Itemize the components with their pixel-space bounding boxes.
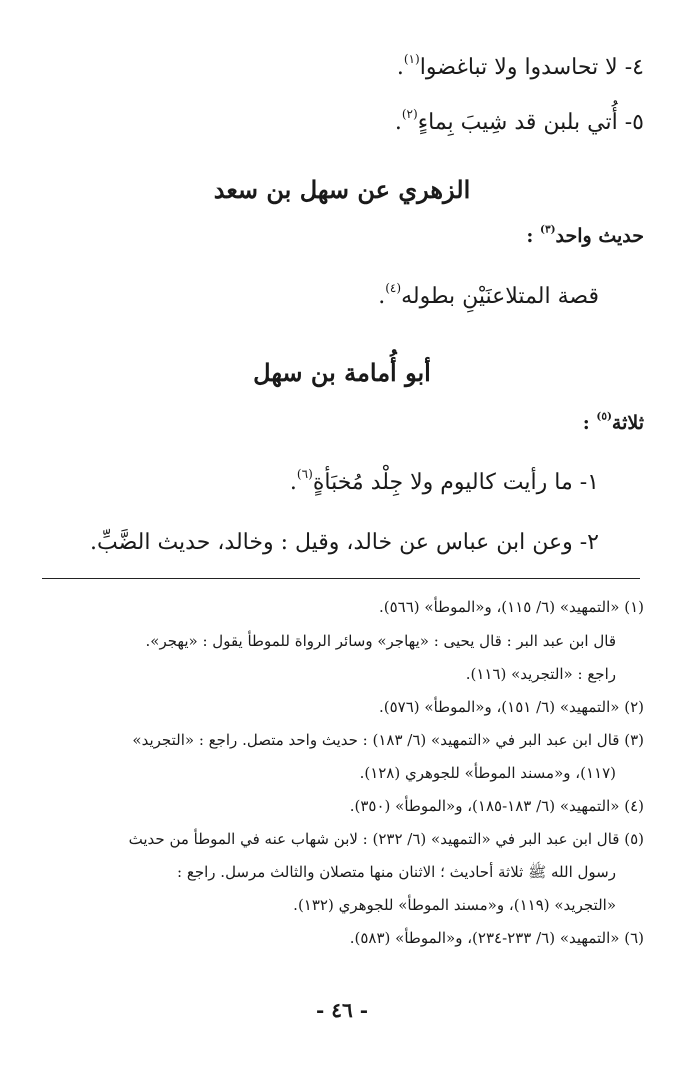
punct: . <box>289 470 297 495</box>
footnote-ref[interactable]: (٣) <box>540 223 556 236</box>
footnote-ref[interactable]: (٥) <box>596 410 612 423</box>
punct: : <box>526 225 541 247</box>
footnote-5-cont: رسول الله ﷺ ثلاثة أحاديث ؛ الاثنان منها متصلان والثالث مرسل. راجع : <box>177 863 616 881</box>
hadith-text: قصة المتلاعنَيْنِ بطوله <box>401 284 599 309</box>
footnote-ref[interactable]: (١) <box>403 52 420 67</box>
hadith-item-4 <box>40 52 644 80</box>
footnote-1: (١) «التمهيد» (٦/ ١١٥)، و«الموطأ» (٥٦٦). <box>379 598 644 616</box>
hadith-item-5 <box>40 107 644 135</box>
punct: : <box>582 412 597 434</box>
footnote-ref[interactable]: (٢) <box>401 107 418 122</box>
hadith-text: ٥- أُتي بلبن قد شِيبَ بِماءٍ <box>417 110 644 135</box>
hadith-text: ٤- لا تحاسدوا ولا تباغضوا <box>419 55 644 80</box>
footnote-4: (٤) «التمهيد» (٦/ ١٨٣-١٨٥)، و«الموطأ» (٣٥٠). <box>349 797 644 815</box>
footnote-ref[interactable]: (٤) <box>385 281 402 296</box>
punct: . <box>394 110 402 135</box>
footnote-6: (٦) «التمهيد» (٦/ ٢٣٣-٢٣٤)، و«الموطأ» (٥٨٣). <box>349 929 644 947</box>
page-number: - ٤٦ - <box>315 998 368 1022</box>
footnote-1-cont: راجع : «التجريد» (١١٦). <box>465 665 616 683</box>
hadith-item-1 <box>40 467 599 495</box>
hadith-item-2 <box>40 530 599 555</box>
footnote-3-cont: (١١٧)، و«مسند الموطأ» للجوهري (١٢٨). <box>359 764 616 782</box>
punct: . <box>378 284 386 309</box>
subhead-text: ثلاثة <box>611 412 644 434</box>
hadith-text: ١- ما رأيت كاليوم ولا جِلْد مُخبَأةٍ <box>312 470 599 495</box>
footnote-ref[interactable]: (٦) <box>296 467 313 482</box>
section-subhead <box>40 412 644 434</box>
subhead-text: حديث واحد <box>555 225 644 247</box>
footnote-3: (٣) قال ابن عبد البر في «التمهيد» (٦/ ١٨٣) : حديث واحد متصل. راجع : «التجريد» <box>132 731 644 749</box>
footnote-5-cont: «التجريد» (١١٩)، و«مسند الموطأ» للجوهري (١٣٢). <box>293 896 616 914</box>
section-subhead <box>40 225 644 247</box>
hadith-item-mutala-inayn <box>40 281 599 309</box>
hadith-text: ٢- وعن ابن عباس عن خالد، وقيل : وخالد، حديث الضَّبِّ. <box>89 530 599 555</box>
section-title-zuhri-sahl: الزهري عن سهل بن سعد <box>213 175 471 204</box>
section-title-abu-umama: أبو أُمامة بن سهل <box>253 358 431 387</box>
footnote-5: (٥) قال ابن عبد البر في «التمهيد» (٦/ ٢٣٢) : لابن شهاب عنه في الموطأ من حديث <box>128 830 644 848</box>
footnote-1-cont: قال ابن عبد البر : قال يحيى : «يهاجر» وسائر الرواة للموطأ يقول : «يهجر». <box>145 632 616 650</box>
footnote-2: (٢) «التمهيد» (٦/ ١٥١)، و«الموطأ» (٥٧٦). <box>379 698 644 716</box>
footnote-separator <box>42 578 640 579</box>
punct: . <box>396 55 404 80</box>
